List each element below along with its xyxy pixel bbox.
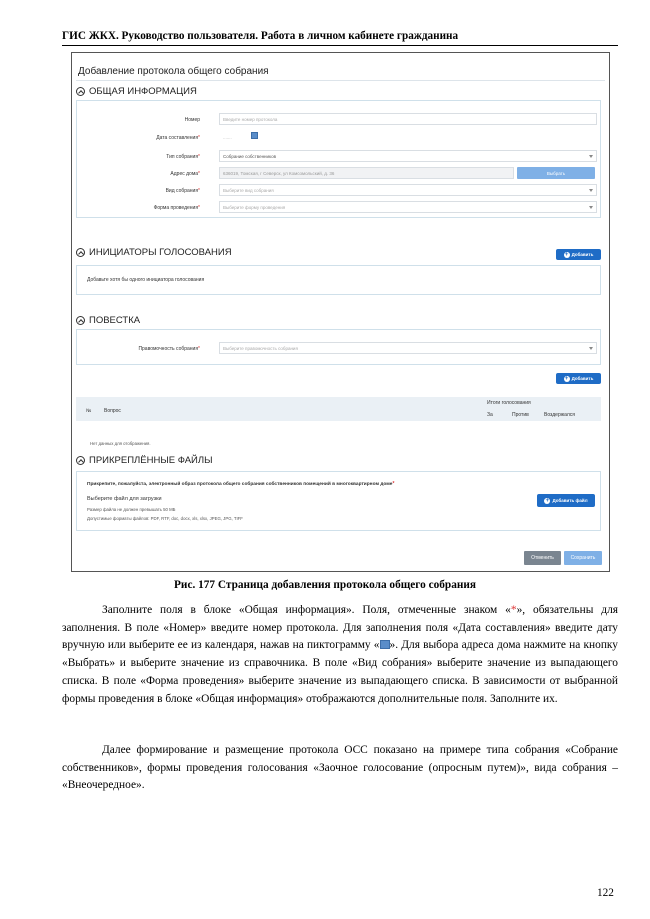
- chevron-down-icon: [589, 347, 593, 350]
- plus-icon: +: [545, 497, 550, 504]
- calendar-icon: [380, 640, 390, 649]
- section-general-header[interactable]: [76, 86, 197, 97]
- file-formats-note: Допустимые форматы файлов: PDF, RTF, doc, docx, xls, xlsx, JPEG, JPG, TIFF: [87, 516, 243, 521]
- section-agenda-header[interactable]: [76, 315, 140, 326]
- title-divider: [76, 80, 605, 81]
- collapse-icon: [76, 87, 85, 96]
- files-prompt: Прикрепите, пожалуйста, электронный образ протокола общего собрания собственников помещений в многоквартирном доме*: [87, 481, 395, 487]
- agenda-empty-text: Нет данных для отображения.: [90, 441, 151, 446]
- section-initiators-title: ИНИЦИАТОРЫ ГОЛОСОВАНИЯ: [89, 247, 232, 258]
- files-panel: [76, 471, 601, 531]
- figure-caption: Рис. 177 Страница добавления протокола общего собрания: [174, 579, 476, 591]
- plus-icon: +: [564, 375, 569, 382]
- section-files-header[interactable]: [76, 455, 213, 466]
- number-input[interactable]: Введите номер протокола: [219, 113, 597, 125]
- add-initiator-button[interactable]: + Добавить: [556, 249, 601, 260]
- competence-select[interactable]: Выберите правомочность собрания: [219, 342, 597, 354]
- save-button[interactable]: Сохранить: [564, 551, 602, 565]
- form-label: Форма проведения*: [153, 205, 200, 211]
- section-files-title: ПРИКРЕПЛЁННЫЕ ФАЙЛЫ: [89, 455, 213, 466]
- page-title: Добавление протокола общего собрания: [78, 66, 269, 77]
- col-number: №: [86, 408, 92, 414]
- date-row: [77, 131, 600, 145]
- choose-file-text: Выберите файл для загрузки: [87, 496, 162, 502]
- screenshot-frame: [71, 52, 610, 572]
- agenda-panel: [76, 329, 601, 365]
- kind-row: [77, 184, 600, 198]
- date-label: Дата составления*: [156, 135, 200, 141]
- paragraph-instructions: Заполните поля в блоке «Общая информация». Поля, отмеченные знаком «*», обязательны для заполнения. В поле «Номер» введите номер протокола. Для заполнения поля «Дата составления» введите дату вручную или выберите ее из календаря, нажав на пиктограмму « ». Для выбора адреса дома нажмите на кнопку «Выбрать» и выберите значение из справочника. В поле «Вид собрания» выберите значение из выпадающего списка. В поле «Форма проведения» выберите значение из выпадающего списка. В зависимости от выбранной формы проведения в блоке «Общая информация» отображаются дополнительные поля. Заполните их.: [62, 604, 618, 705]
- type-row: [77, 150, 600, 164]
- agenda-table-header: [76, 397, 601, 421]
- form-row: [77, 201, 600, 215]
- col-results: Итоги голосования: [487, 400, 531, 406]
- address-label: Адрес дома*: [170, 171, 200, 177]
- address-input: 636019, Томская, г Северск, ул Комсомольский, д. 36: [219, 167, 514, 179]
- general-info-panel: [76, 100, 601, 218]
- plus-icon: +: [564, 251, 569, 258]
- document-header: ГИС ЖКХ. Руководство пользователя. Работа в личном кабинете гражданина: [62, 30, 618, 46]
- kind-select[interactable]: Выберите вид собрания: [219, 184, 597, 196]
- col-question: Вопрос: [104, 408, 121, 414]
- number-label: Номер: [184, 117, 200, 123]
- col-for: За: [487, 412, 493, 418]
- competence-row: [77, 342, 600, 356]
- file-size-note: Размер файла не должен превышать 50 МБ: [87, 507, 176, 512]
- type-label: Тип собрания*: [166, 154, 200, 160]
- col-against: Против: [512, 412, 529, 418]
- form-select[interactable]: Выберите форму проведения: [219, 201, 597, 213]
- collapse-icon: [76, 248, 85, 257]
- initiators-hint: Добавьте хотя бы одного инициатора голосования: [87, 277, 205, 283]
- paragraph-example: Далее формирование и размещение протокола ОСС показано на примере типа собрания «Собрание собственников», формы проведения голосования «Заочное голосование (опросным путем)», вида собрания – «Внеочередное».: [62, 744, 618, 792]
- collapse-icon: [76, 456, 85, 465]
- section-general-title: ОБЩАЯ ИНФОРМАЦИЯ: [89, 86, 197, 97]
- number-row: [77, 113, 600, 127]
- calendar-icon[interactable]: [251, 132, 258, 139]
- kind-label: Вид собрания*: [165, 188, 200, 194]
- type-select[interactable]: Собрание собственников: [219, 150, 597, 162]
- add-file-button[interactable]: + Добавить файл: [537, 494, 595, 507]
- section-agenda-title: ПОВЕСТКА: [89, 315, 141, 326]
- competence-label: Правомочность собрания*: [138, 346, 200, 352]
- col-abstain: Воздержался: [544, 412, 575, 418]
- add-question-button[interactable]: + Добавить: [556, 373, 601, 384]
- section-initiators-header[interactable]: [76, 247, 232, 258]
- page-number: 122: [597, 887, 614, 899]
- cancel-button[interactable]: Отменить: [524, 551, 561, 565]
- address-row: [77, 167, 600, 181]
- initiators-panel: [76, 265, 601, 295]
- select-address-button[interactable]: Выбрать: [517, 167, 595, 179]
- chevron-down-icon: [589, 189, 593, 192]
- date-input[interactable]: .......: [219, 131, 249, 143]
- chevron-down-icon: [589, 206, 593, 209]
- chevron-down-icon: [589, 155, 593, 158]
- collapse-icon: [76, 316, 85, 325]
